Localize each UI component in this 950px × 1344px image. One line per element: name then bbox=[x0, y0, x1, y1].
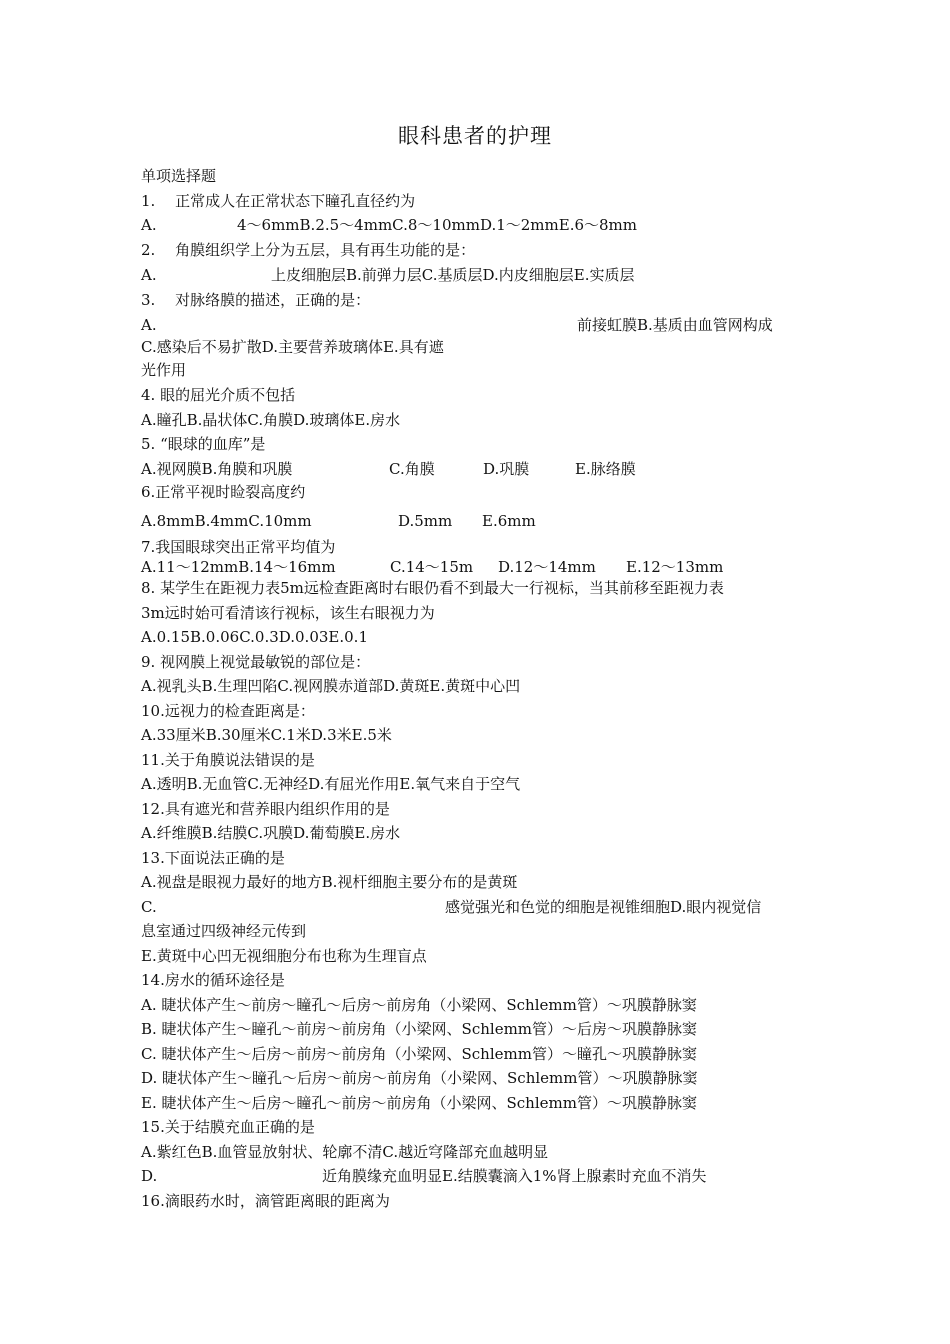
option-label: A. bbox=[141, 316, 157, 334]
option-text: E.脉络膜 bbox=[575, 460, 636, 478]
option-text: D.巩膜 bbox=[483, 460, 530, 478]
option-text: 前接虹膜B.基质由血管网构成 bbox=[577, 316, 773, 334]
question-14: 14.房水的循环途径是 bbox=[141, 971, 285, 989]
question-13-options-cont: E.黄斑中心凹无视细胞分布也称为生理盲点 bbox=[141, 947, 427, 965]
question-4-options: A.瞳孔B.晶状体C.角膜D.玻璃体E.房水 bbox=[141, 411, 401, 429]
question-3-options bbox=[141, 315, 773, 335]
option-text: D.5mm bbox=[398, 512, 453, 530]
question-3-options-cont: 光作用 bbox=[141, 361, 187, 379]
question-14-option-a: A. 睫状体产生～前房～瞳孔～后房～前房角（小梁网、Schlemm管）～巩膜静脉窦 bbox=[141, 996, 697, 1014]
question-8: 8. 某学生在距视力表5m远检查距离时右眼仍看不到最大一行视标，当其前移至距视力表 bbox=[141, 579, 724, 597]
question-15: 15.关于结膜充血正确的是 bbox=[141, 1118, 315, 1136]
question-7-options bbox=[141, 557, 724, 577]
question-4: 4. 眼的屈光介质不包括 bbox=[141, 386, 296, 404]
question-11-options: A.透明B.无血管C.无神经D.有屈光作用E.氧气来自于空气 bbox=[141, 775, 521, 793]
question-14-option-d: D. 睫状体产生～瞳孔～后房～前房～前房角（小梁网、Schlemm管）～巩膜静脉窦 bbox=[141, 1069, 698, 1087]
question-9-options: A.视乳头B.生理凹陷C.视网膜赤道部D.黄斑E.黄斑中心凹 bbox=[141, 677, 521, 695]
option-label: A. bbox=[141, 216, 157, 234]
option-text: D.12～14mm bbox=[498, 558, 596, 576]
question-13-options-cont: 息室通过四级神经元传到 bbox=[141, 922, 307, 940]
question-16: 16.滴眼药水时，滴管距离眼的距离为 bbox=[141, 1192, 390, 1210]
question-2: 2. 角膜组织学上分为五层，具有再生功能的是： bbox=[141, 241, 476, 259]
option-label: A. bbox=[141, 266, 157, 284]
question-8-options: A.0.15B.0.06C.0.3D.0.03E.0.1 bbox=[141, 628, 368, 646]
question-13-options: A.视盘是眼视力最好的地方B.视杆细胞主要分布的是黄斑 bbox=[141, 873, 518, 891]
question-1: 1. 正常成人在正常状态下瞳孔直径约为 bbox=[141, 192, 416, 210]
option-text: A.8mmB.4mmC.10mm bbox=[141, 512, 312, 530]
question-2-options bbox=[141, 265, 635, 285]
option-text: A.11～12mmB.14～16mm bbox=[141, 558, 336, 576]
option-text: 近角膜缘充血明显E.结膜囊滴入1%肾上腺素时充血不消失 bbox=[322, 1167, 707, 1185]
question-10-options: A.33厘米B.30厘米C.1米D.3米E.5米 bbox=[141, 726, 392, 744]
option-text: A.视网膜B.角膜和巩膜 bbox=[141, 460, 293, 478]
option-text: C.14～15m bbox=[390, 558, 474, 576]
option-text: 4～6mmB.2.5～4mmC.8～10mmD.1～2mmE.6～8mm bbox=[237, 216, 638, 234]
option-text: 感觉强光和色觉的细胞是视锥细胞D.眼内视觉信 bbox=[445, 898, 762, 916]
question-5: 5. “眼球的血库”是 bbox=[141, 435, 266, 453]
question-14-option-e: E. 睫状体产生～后房～瞳孔～前房～前房角（小梁网、Schlemm管）～巩膜静脉窦 bbox=[141, 1094, 697, 1112]
section-heading: 单项选择题 bbox=[141, 167, 217, 185]
question-10: 10.远视力的检查距离是： bbox=[141, 702, 315, 720]
question-14-option-b: B. 睫状体产生～瞳孔～前房～前房角（小梁网、Schlemm管）～后房～巩膜静脉窦 bbox=[141, 1020, 698, 1038]
question-14-option-c: C. 睫状体产生～后房～前房～前房角（小梁网、Schlemm管）～瞳孔～巩膜静脉窦 bbox=[141, 1045, 697, 1063]
question-8-cont: 3m远时始可看清该行视标，该生右眼视力为 bbox=[141, 604, 435, 622]
question-12: 12.具有遮光和营养眼内组织作用的是 bbox=[141, 800, 390, 818]
question-1-options bbox=[141, 215, 638, 235]
option-text: E.6mm bbox=[482, 512, 536, 530]
option-label: D. bbox=[141, 1167, 158, 1185]
question-6-options bbox=[141, 511, 536, 531]
question-7: 7.我国眼球突出正常平均值为 bbox=[141, 538, 336, 556]
option-text: C.角膜 bbox=[389, 460, 435, 478]
question-5-options bbox=[141, 459, 636, 479]
question-9: 9. 视网膜上视觉最敏锐的部位是： bbox=[141, 653, 371, 671]
question-3: 3. 对脉络膜的描述，正确的是： bbox=[141, 291, 371, 309]
question-11: 11.关于角膜说法错误的是 bbox=[141, 751, 315, 769]
question-15-options: A.紫红色B.血管显放射状、轮廓不清C.越近穹隆部充血越明显 bbox=[141, 1143, 549, 1161]
option-text: 上皮细胞层B.前弹力层C.基质层D.内皮细胞层E.实质层 bbox=[271, 266, 635, 284]
question-3-options-cont: C.感染后不易扩散D.主要营养玻璃体E.具有遮 bbox=[141, 338, 444, 356]
question-6: 6.正常平视时睑裂高度约 bbox=[141, 483, 306, 501]
question-13: 13.下面说法正确的是 bbox=[141, 849, 285, 867]
page-title: 眼科患者的护理 bbox=[398, 124, 552, 148]
question-12-options: A.纤维膜B.结膜C.巩膜D.葡萄膜E.房水 bbox=[141, 824, 401, 842]
option-label: C. bbox=[141, 898, 157, 916]
question-13-options-cont bbox=[141, 897, 762, 917]
question-15-options-cont bbox=[141, 1166, 707, 1186]
option-text: E.12～13mm bbox=[626, 558, 724, 576]
